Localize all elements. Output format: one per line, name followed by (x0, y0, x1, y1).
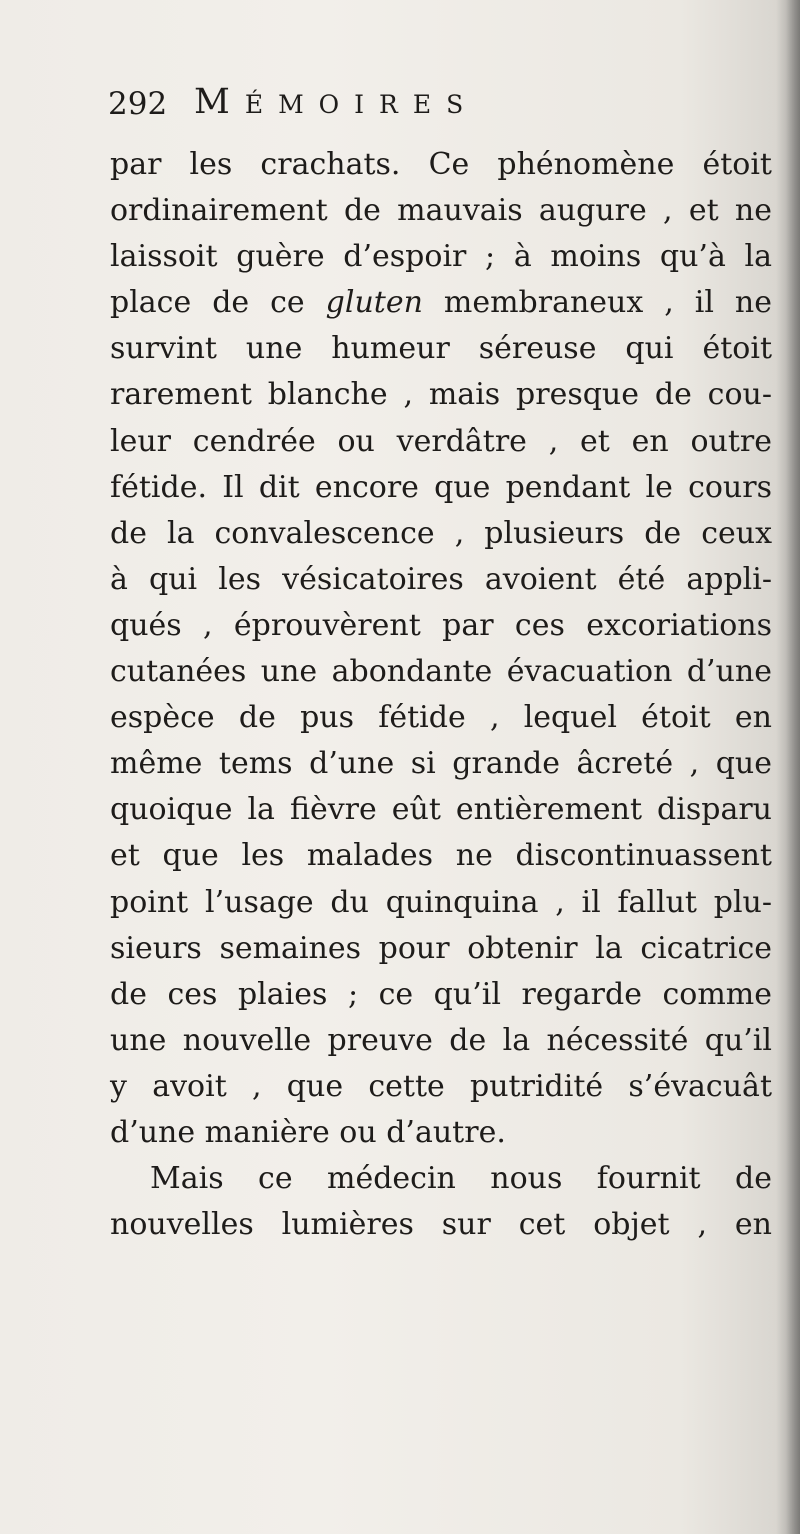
text-line: point l’usage du quinquina , il fallut plu- (110, 884, 772, 920)
text-line: par les crachats. Ce phénomène étoit (110, 147, 772, 182)
text-line: y avoit , que cette putridité s’évacuât (110, 1068, 772, 1104)
text-line: qués , éprouvèrent par ces excoriations (110, 607, 772, 643)
text-line: même tems d’une si grande âcreté , que (110, 746, 772, 782)
text-line: laissoit guère d’espoir ; à moins qu’à la (110, 239, 772, 275)
text-line: d’une manière ou d’autre. (110, 1114, 506, 1150)
italic-term: gluten (325, 285, 423, 321)
text-line: de ces plaies ; ce qu’il regarde comme (110, 976, 772, 1012)
text-line: survint une humeur séreuse qui étoit (110, 331, 772, 367)
text-line: leur cendrée ou verdâtre , et en outre (110, 423, 772, 459)
text-line: Mais ce médecin nous fournit de (150, 1161, 772, 1197)
page-header (108, 78, 708, 138)
body-text (110, 142, 772, 1248)
text-segment: place de ce (110, 285, 305, 321)
text-line: de la convalescence , plusieurs de ceux (110, 515, 772, 551)
text-line: sieurs semaines pour obtenir la cicatrice (110, 930, 772, 966)
text-line: quoique la fièvre eût entièrement disparu (110, 792, 772, 828)
text-line: espèce de pus fétide , lequel étoit en (110, 700, 772, 736)
text-line: une nouvelle preuve de la nécessité qu’il (110, 1022, 772, 1058)
text-line: et que les malades ne discontinuassent (110, 838, 772, 874)
page-number: 292 (108, 86, 168, 122)
text-line: nouvelles lumières sur cet objet , en (110, 1207, 772, 1243)
text-segment: membraneux , il ne (443, 285, 772, 321)
text-line: rarement blanche , mais presque de cou- (110, 377, 772, 413)
running-head: Mémoires (194, 82, 479, 122)
text-line (110, 280, 772, 326)
text-line: ordinairement de mauvais augure , et ne (110, 193, 772, 229)
page-edge-shadow (786, 0, 800, 1534)
text-line: cutanées une abondante évacuation d’une (110, 654, 772, 690)
text-line: fétide. Il dit encore que pendant le cours (110, 469, 772, 505)
text-line: à qui les vésicatoires avoient été appli- (110, 561, 772, 597)
